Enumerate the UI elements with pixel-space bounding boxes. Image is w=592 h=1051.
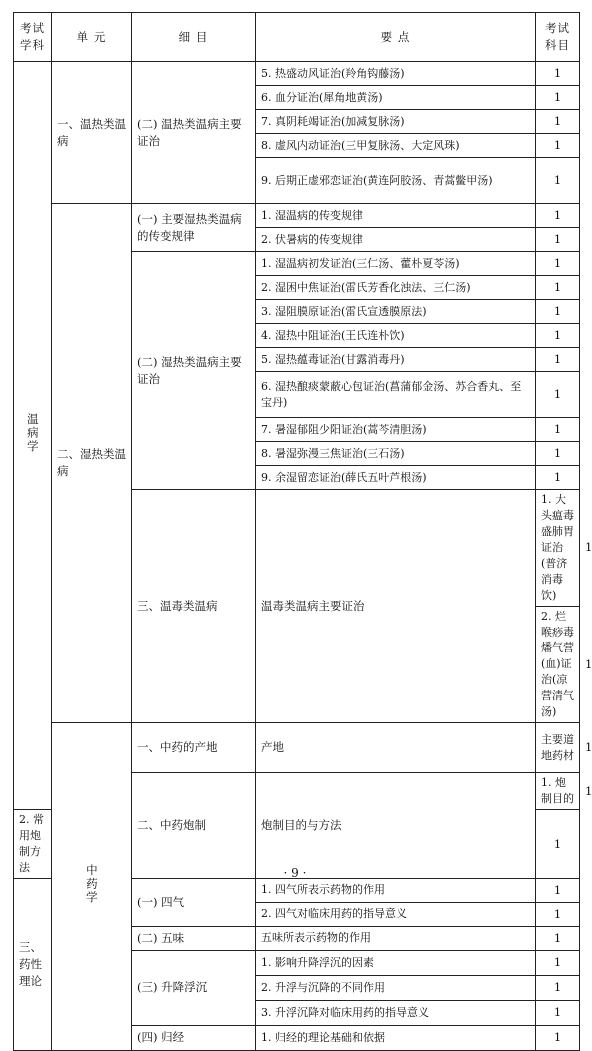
point-cell: 2. 湿困中焦证治(雷氏芳香化浊法、三仁汤) xyxy=(256,276,536,300)
exam-cell: 1 xyxy=(536,372,580,418)
page-number: · 9 · xyxy=(283,866,307,880)
header-item: 细 目 xyxy=(132,13,256,62)
exam-cell: 1 xyxy=(536,418,580,442)
point-cell: 1. 湿温病的传变规律 xyxy=(256,204,536,228)
exam-cell: 1 xyxy=(536,300,580,324)
point-cell: 6. 血分证治(犀角地黄汤) xyxy=(256,86,536,110)
point-cell: 9. 余湿留恋证治(薛氏五叶芦根汤) xyxy=(256,466,536,490)
exam-cell: 1 xyxy=(536,466,580,490)
table-row: 2. 烂喉痧毒燔气营(血)证治(凉营清气汤) 1 xyxy=(14,606,580,723)
unit-cell: 二、中药炮制 xyxy=(132,773,256,879)
point-cell: 8. 虚风内动证治(三甲复脉汤、大定风珠) xyxy=(256,134,536,158)
exam-cell: 1 xyxy=(536,276,580,300)
table-row: 二、中药炮制 炮制目的与方法 1. 炮制目的 1 xyxy=(14,773,580,810)
exam-cell: 1 xyxy=(536,204,580,228)
table-row: 中药学 一、中药的产地 产地 主要道地药材 1 xyxy=(14,723,580,773)
subject-cell xyxy=(14,62,52,810)
point-cell: 2. 伏暑病的传变规律 xyxy=(256,228,536,252)
table-row xyxy=(14,62,580,86)
unit-cell: 一、中药的产地 xyxy=(132,723,256,773)
exam-cell: 1 xyxy=(536,228,580,252)
exam-cell: 1 xyxy=(536,950,580,975)
exam-cell: 1 xyxy=(536,926,580,950)
unit-cell: 三、温毒类温病 xyxy=(132,490,256,723)
point-cell: 1. 湿温病初发证治(三仁汤、藿朴夏苓汤) xyxy=(256,252,536,276)
point-cell: 主要道地药材 xyxy=(536,723,580,773)
subject-cell xyxy=(52,723,132,1051)
exam-cell: 1 xyxy=(536,86,580,110)
exam-cell: 1 xyxy=(536,442,580,466)
point-cell: 1. 影响升降浮沉的因素 xyxy=(256,950,536,975)
header-row xyxy=(14,13,580,62)
point-cell: 2. 常用炮制方法 xyxy=(14,810,52,879)
exam-cell: 1 xyxy=(536,878,580,902)
exam-cell: 1 xyxy=(536,324,580,348)
header-subject: 考试学科 xyxy=(14,13,52,62)
subject-zhongyao: 中药学 xyxy=(84,863,99,905)
point-cell: 2. 升浮与沉降的不同作用 xyxy=(256,975,536,1000)
exam-cell: 1 xyxy=(536,810,580,879)
item-cell: 温毒类温病主要证治 xyxy=(256,490,536,723)
table-row xyxy=(14,204,580,228)
exam-cell: 1 xyxy=(536,1025,580,1050)
unit-cell: 二、湿热类温病 xyxy=(52,204,132,723)
exam-cell: 1 xyxy=(536,252,580,276)
item-cell: 炮制目的与方法 xyxy=(256,773,536,879)
exam-cell: 1 xyxy=(536,134,580,158)
header-points: 要 点 xyxy=(256,13,536,62)
exam-cell: 1 xyxy=(536,158,580,204)
unit-cell: 一、温热类温病 xyxy=(52,62,132,204)
point-cell: 2. 四气对临床用药的指导意义 xyxy=(256,902,536,926)
item-cell: (二) 五味 xyxy=(132,926,256,950)
syllabus-table xyxy=(13,12,592,1051)
unit-cell: 三、药性理论 xyxy=(14,878,52,1050)
exam-cell: 1 xyxy=(536,902,580,926)
header-unit: 单 元 xyxy=(52,13,132,62)
item-cell: (一) 四气 xyxy=(132,878,256,926)
item-cell: 产地 xyxy=(256,723,536,773)
exam-cell: 1 xyxy=(536,975,580,1000)
point-cell: 1. 四气所表示药物的作用 xyxy=(256,878,536,902)
exam-cell: 1 xyxy=(536,1000,580,1025)
header-exam: 考试科目 xyxy=(536,13,580,62)
subject-wenbing: 温病学 xyxy=(25,412,40,454)
point-cell: 7. 暑湿郁阻少阳证治(蒿芩清胆汤) xyxy=(256,418,536,442)
point-cell: 1. 炮制目的 xyxy=(536,773,580,810)
item-cell: (三) 升降浮沉 xyxy=(132,950,256,1025)
exam-cell: 1 xyxy=(536,110,580,134)
item-cell: (二) 温热类温病主要证治 xyxy=(132,62,256,204)
point-cell: 7. 真阴耗竭证治(加减复脉汤) xyxy=(256,110,536,134)
point-cell: 1. 归经的理论基础和依据 xyxy=(256,1025,536,1050)
point-cell: 4. 湿热中阻证治(王氏连朴饮) xyxy=(256,324,536,348)
table-row: 三、温毒类温病 温毒类温病主要证治 1. 大头瘟毒盛肺胃证治(普济消毒饮) 1 xyxy=(14,490,580,607)
exam-cell: 1 xyxy=(536,62,580,86)
point-cell: 5. 热盛动风证治(羚角钩藤汤) xyxy=(256,62,536,86)
point-cell: 五味所表示药物的作用 xyxy=(256,926,536,950)
point-cell: 1. 大头瘟毒盛肺胃证治(普济消毒饮) xyxy=(536,490,580,607)
point-cell: 3. 湿阻膜原证治(雷氏宣透膜原法) xyxy=(256,300,536,324)
item-cell: (一) 主要湿热类温病的传变规律 xyxy=(132,204,256,252)
point-cell: 2. 烂喉痧毒燔气营(血)证治(凉营清气汤) xyxy=(536,606,580,723)
item-cell: (四) 归经 xyxy=(132,1025,256,1050)
item-cell: (二) 湿热类温病主要证治 xyxy=(132,252,256,490)
point-cell: 8. 暑湿弥漫三焦证治(三石汤) xyxy=(256,442,536,466)
point-cell: 9. 后期正虚邪恋证治(黄连阿胶汤、青蒿鳖甲汤) xyxy=(256,158,536,204)
point-cell: 6. 湿热酿痰蒙蔽心包证治(菖蒲郁金汤、苏合香丸、至宝丹) xyxy=(256,372,536,418)
exam-cell: 1 xyxy=(536,348,580,372)
point-cell: 5. 湿热蕴毒证治(甘露消毒丹) xyxy=(256,348,536,372)
point-cell: 3. 升浮沉降对临床用药的指导意义 xyxy=(256,1000,536,1025)
